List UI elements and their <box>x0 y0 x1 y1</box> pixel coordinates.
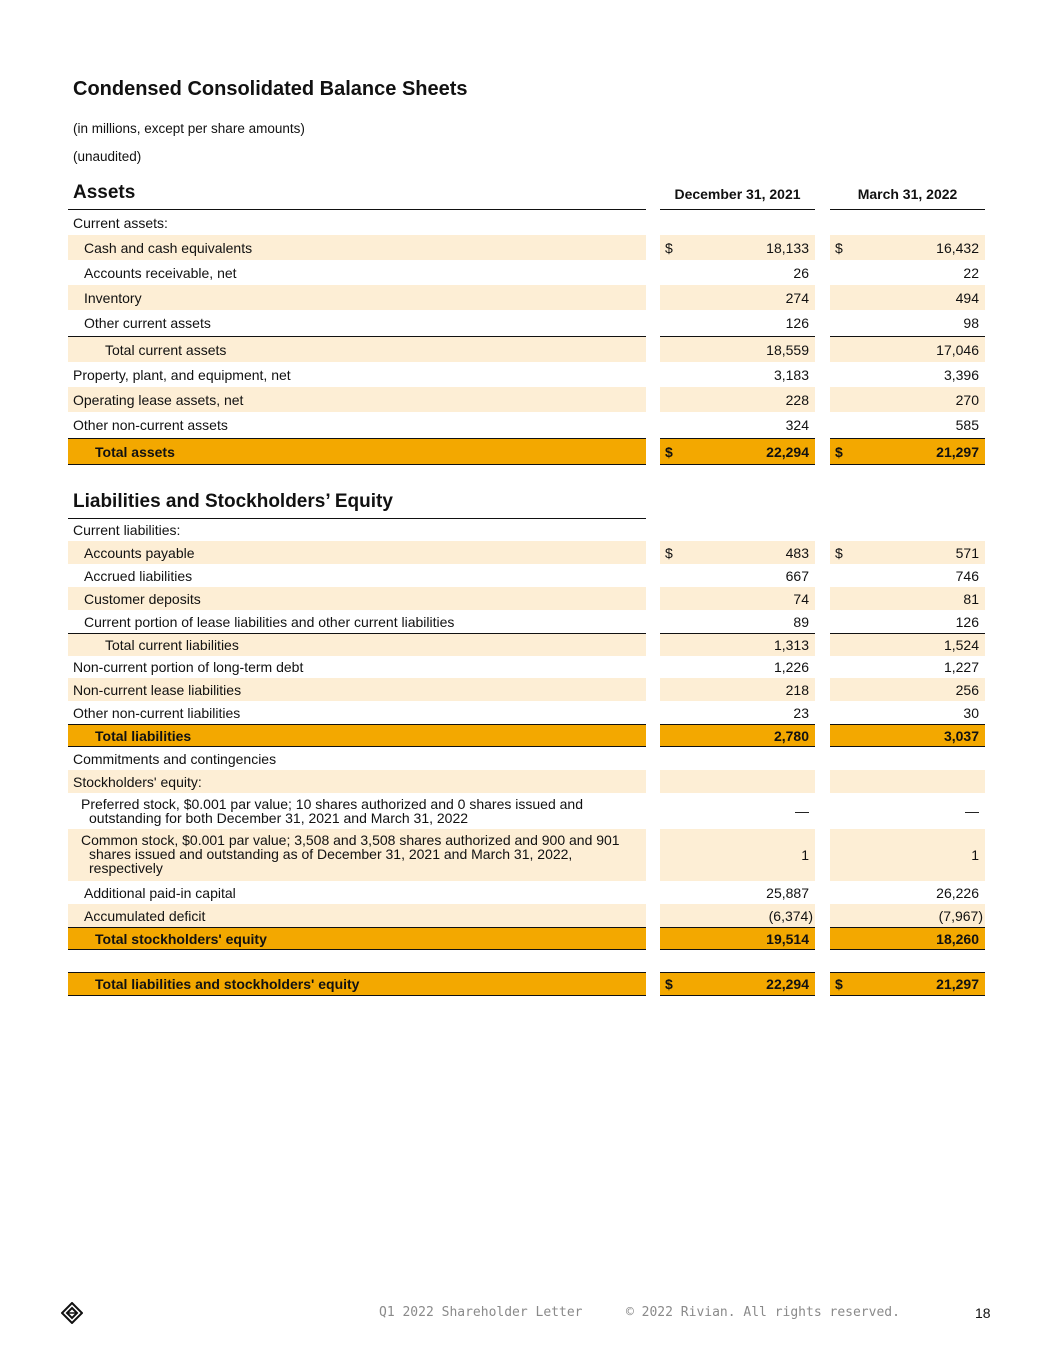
currency-symbol: $ <box>835 443 843 460</box>
row-label: Total current liabilities <box>68 633 646 656</box>
table-row <box>68 904 985 927</box>
row-label: Cash and cash equivalents <box>68 235 646 260</box>
value-mar-2022: 1,227 <box>943 659 979 675</box>
row-label <box>68 829 646 881</box>
footer-copyright: © 2022 Rivian. All rights reserved. <box>626 1305 900 1320</box>
value-mar-2022: 1,524 <box>943 637 979 653</box>
row-label: Current portion of lease liabilities and other current liabilities <box>84 613 455 630</box>
table-row-total <box>68 438 985 465</box>
table-row <box>68 210 985 235</box>
table-row <box>68 793 985 829</box>
row-label: Non-current portion of long-term debt <box>73 659 304 675</box>
table-row <box>68 260 985 285</box>
currency-symbol: $ <box>835 544 843 561</box>
row-label: Other non-current liabilities <box>73 704 241 721</box>
value-mar-2022: 746 <box>955 567 979 584</box>
assets-heading: Assets <box>68 182 646 210</box>
currency-symbol: $ <box>665 976 673 992</box>
value-mar-2022: 26,226 <box>936 884 979 901</box>
row-label: Current assets: <box>73 214 168 231</box>
value-dec-2021: 2,780 <box>773 727 809 744</box>
value-dec-2021: 228 <box>785 391 809 408</box>
row-label-text: Common stock, $0.001 par value; 3,508 and 3,508 shares authorized and 900 and 901 shares issued and outstanding as of December 31, 2021 and March 31, 2022, respectively <box>81 832 620 876</box>
value-dec-2021: 1 <box>801 847 809 863</box>
table-row <box>68 387 985 412</box>
value-dec-2021: 1,226 <box>773 659 809 675</box>
value-dec-2021: 18,559 <box>766 341 809 358</box>
row-label: Accumulated deficit <box>68 904 646 927</box>
value-dec-2021: 18,133 <box>766 239 809 256</box>
table-row <box>68 336 985 362</box>
value-mar-2022: 494 <box>955 289 979 306</box>
value-dec-2021: 22,294 <box>766 443 809 460</box>
currency-symbol: $ <box>665 239 673 256</box>
table-row <box>68 519 985 541</box>
value-mar-2022: 3,037 <box>943 727 979 744</box>
table-row <box>68 285 985 310</box>
row-label: Accrued liabilities <box>84 567 193 584</box>
value-dec-2021: 667 <box>785 567 809 584</box>
value-mar-2022: — <box>965 803 979 819</box>
table-row <box>68 412 985 438</box>
value-dec-2021: 19,514 <box>766 930 809 947</box>
row-label <box>68 793 646 829</box>
row-label: Other non-current assets <box>73 417 228 433</box>
currency-symbol: $ <box>665 544 673 561</box>
value-mar-2022: 1 <box>971 847 979 863</box>
value-dec-2021: 1,313 <box>773 637 809 653</box>
currency-symbol: $ <box>665 443 673 460</box>
table-row <box>68 656 985 678</box>
value-mar-2022: 3,396 <box>943 366 979 383</box>
row-label: Property, plant, and equipment, net <box>73 366 291 383</box>
value-mar-2022: 256 <box>955 681 979 698</box>
value-mar-2022: 585 <box>955 417 979 433</box>
value-mar-2022: 21,297 <box>936 976 979 992</box>
table-row <box>68 678 985 701</box>
page-number: 18 <box>975 1305 991 1321</box>
table-row <box>68 770 985 793</box>
row-label: Commitments and contingencies <box>73 750 277 767</box>
row-label: Total current assets <box>68 336 646 362</box>
value-dec-2021: 26 <box>793 264 809 281</box>
footer-letter-name: Q1 2022 Shareholder Letter <box>379 1305 583 1320</box>
value-dec-2021: 274 <box>785 289 809 306</box>
row-label: Accounts payable <box>68 541 646 564</box>
value-mar-2022: (7,967) <box>938 907 983 924</box>
table-row <box>68 541 985 564</box>
page-title: Condensed Consolidated Balance Sheets <box>73 78 468 100</box>
value-mar-2022: 21,297 <box>936 443 979 460</box>
row-label: Total stockholders' equity <box>68 927 646 950</box>
value-dec-2021: 22,294 <box>766 976 809 992</box>
value-mar-2022: 16,432 <box>936 239 979 256</box>
table-row-grand-total <box>68 972 985 996</box>
column-header-dec-2021: December 31, 2021 <box>660 186 815 210</box>
currency-symbol: $ <box>835 976 843 992</box>
value-mar-2022: 98 <box>963 315 979 331</box>
row-label: Other current assets <box>84 315 211 331</box>
value-dec-2021: 74 <box>793 590 809 607</box>
value-mar-2022: 30 <box>963 704 979 721</box>
row-label: Current liabilities: <box>73 522 181 538</box>
table-row <box>68 610 985 633</box>
value-dec-2021: 126 <box>785 315 809 331</box>
rivian-logo-icon <box>61 1302 83 1324</box>
audit-note: (unaudited) <box>73 149 142 164</box>
table-row <box>68 747 985 770</box>
table-row <box>68 881 985 904</box>
value-mar-2022: 571 <box>955 544 979 561</box>
value-mar-2022: 17,046 <box>936 341 979 358</box>
table-row <box>68 701 985 724</box>
value-dec-2021: 324 <box>785 417 809 433</box>
value-dec-2021: 89 <box>793 613 809 630</box>
value-dec-2021: 3,183 <box>773 366 809 383</box>
table-row <box>68 362 985 387</box>
row-label-text: Preferred stock, $0.001 par value; 10 shares authorized and 0 shares issued and outstanding for both December 31, 2021 and March 31, 2022 <box>81 796 583 826</box>
table-row-total <box>68 724 985 747</box>
value-mar-2022: 270 <box>955 391 979 408</box>
value-dec-2021: 483 <box>785 544 809 561</box>
table-row <box>68 633 985 656</box>
value-mar-2022: 18,260 <box>936 930 979 947</box>
column-header-mar-2022: March 31, 2022 <box>830 186 985 210</box>
table-row <box>68 587 985 610</box>
value-mar-2022: 126 <box>955 613 979 630</box>
row-label: Operating lease assets, net <box>68 387 646 412</box>
currency-symbol: $ <box>835 239 843 256</box>
row-label: Total liabilities <box>68 724 646 747</box>
table-row <box>68 564 985 587</box>
table-row <box>68 310 985 336</box>
value-dec-2021: 23 <box>793 704 809 721</box>
row-label: Accounts receivable, net <box>84 264 237 281</box>
row-label: Total assets <box>68 438 646 465</box>
table-row-total <box>68 927 985 950</box>
value-dec-2021: 25,887 <box>766 884 809 901</box>
row-label: Non-current lease liabilities <box>68 678 646 701</box>
row-label: Stockholders' equity: <box>68 770 646 793</box>
value-dec-2021: 218 <box>785 681 809 698</box>
value-dec-2021: — <box>795 803 809 819</box>
value-dec-2021: (6,374) <box>768 907 813 924</box>
row-label: Inventory <box>68 285 646 310</box>
value-mar-2022: 81 <box>963 590 979 607</box>
table-row <box>68 829 985 881</box>
row-label: Total liabilities and stockholders' equity <box>68 972 646 996</box>
row-label: Additional paid-in capital <box>84 884 236 901</box>
liabilities-heading: Liabilities and Stockholders’ Equity <box>68 491 646 519</box>
row-label: Customer deposits <box>68 587 646 610</box>
table-row <box>68 235 985 260</box>
units-note: (in millions, except per share amounts) <box>73 121 305 136</box>
value-mar-2022: 22 <box>963 264 979 281</box>
